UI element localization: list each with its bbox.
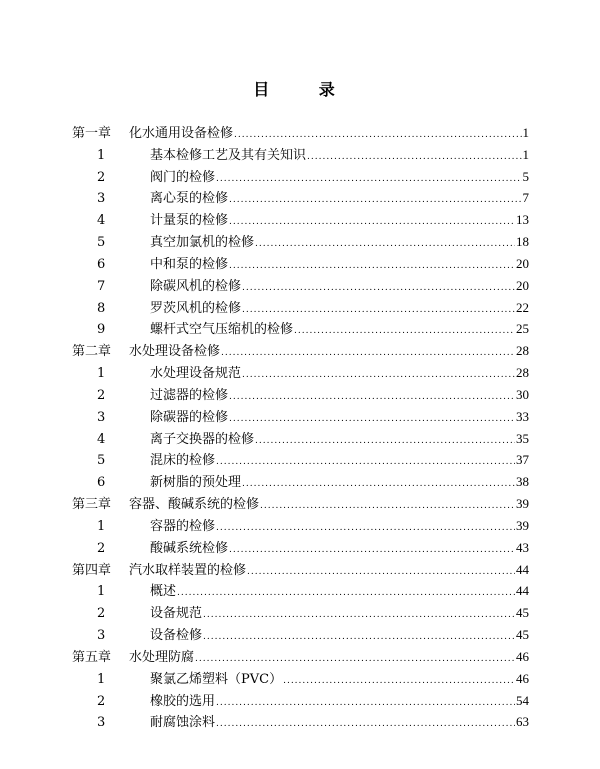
dot-leader (216, 518, 515, 540)
toc-entry-number: 第二章 (72, 344, 112, 360)
toc-entry-page-number: 30 (516, 386, 529, 402)
toc-section-entry[interactable] (72, 362, 529, 384)
toc-entry-page-number: 39 (516, 517, 529, 533)
toc-entry-number: 3 (97, 191, 106, 207)
dot-leader (221, 343, 515, 365)
dot-leader (255, 234, 515, 256)
toc-entry-page-number: 28 (516, 343, 529, 359)
toc-chapter-entry[interactable] (72, 340, 529, 362)
toc-entry-number: 4 (97, 213, 106, 229)
toc-entry-number: 第一章 (72, 126, 112, 141)
toc-entry-number: 5 (97, 453, 106, 469)
toc-entry-number: 1 (97, 366, 106, 382)
toc-entry-title: 罗茨风机的检修 (150, 300, 242, 316)
toc-section-entry[interactable] (72, 711, 529, 733)
toc-entry-number: 2 (97, 169, 106, 185)
toc-section-entry[interactable] (72, 297, 529, 319)
toc-entry-number: 3 (97, 628, 106, 644)
toc-entry-number: 2 (97, 606, 106, 622)
toc-entry-number: 第五章 (72, 649, 112, 665)
toc-section-entry[interactable] (72, 187, 529, 209)
toc-entry-number: 1 (97, 584, 106, 600)
toc-section-entry[interactable] (72, 231, 529, 253)
dot-leader (229, 540, 515, 562)
toc-entry-title: 过滤器的检修 (150, 387, 229, 403)
dot-leader (195, 649, 515, 671)
toc-entry-title: 阀门的检修 (150, 169, 216, 185)
toc-entry-title: 真空加氯机的检修 (150, 235, 255, 251)
toc-entry-title: 橡胶的选用 (150, 693, 216, 709)
toc-entry-number: 7 (97, 278, 106, 294)
dot-leader (242, 300, 515, 322)
toc-section-entry[interactable] (72, 580, 529, 602)
dot-leader (177, 583, 515, 605)
toc-entry-page-number: 7 (522, 190, 529, 206)
toc-entry-title: 容器的检修 (150, 518, 216, 534)
dot-leader (229, 387, 515, 409)
toc-entry-title: 中和泵的检修 (150, 256, 229, 272)
toc-entry-title: 水处理设备检修 (129, 344, 221, 360)
toc-entry-title: 除碳风机的检修 (150, 278, 242, 294)
toc-section-entry[interactable] (72, 209, 529, 231)
toc-entry-title: 设备规范 (150, 606, 203, 622)
dot-leader (229, 256, 515, 278)
toc-section-entry[interactable] (72, 144, 529, 166)
toc-entry-number: 3 (97, 409, 106, 425)
toc-entry-number: 8 (97, 300, 106, 316)
dot-leader (283, 671, 515, 693)
toc-entry-number: 1 (97, 518, 106, 534)
toc-entry-page-number: 1 (522, 146, 529, 162)
toc-section-entry[interactable] (72, 515, 529, 537)
toc-section-entry[interactable] (72, 668, 529, 690)
dot-leader (234, 125, 521, 147)
toc-entry-number: 第四章 (72, 562, 112, 578)
toc-entry-page-number: 35 (516, 430, 529, 446)
toc-entry-number: 1 (97, 147, 106, 163)
toc-entry-page-number: 25 (516, 321, 529, 337)
dot-leader (229, 409, 515, 431)
dot-leader (247, 562, 515, 584)
toc-entry-page-number: 43 (516, 539, 529, 555)
dot-leader (216, 169, 521, 191)
dot-leader (242, 278, 515, 300)
dot-leader (216, 714, 515, 736)
dot-leader (229, 190, 521, 212)
toc-entry-number: 2 (97, 693, 106, 709)
dot-leader (242, 474, 515, 496)
table-of-contents (72, 122, 529, 733)
toc-entry-number: 5 (97, 235, 106, 251)
toc-entry-page-number: 63 (516, 714, 529, 730)
toc-entry-page-number: 28 (516, 365, 529, 381)
toc-entry-number: 9 (97, 322, 106, 338)
toc-entry-page-number: 33 (516, 408, 529, 424)
dot-leader (307, 147, 521, 169)
toc-section-entry[interactable] (72, 253, 529, 275)
toc-section-entry[interactable] (72, 406, 529, 428)
toc-section-entry[interactable] (72, 275, 529, 297)
toc-entry-title: 螺杆式空气压缩机的检修 (150, 322, 294, 338)
toc-entry-page-number: 46 (516, 670, 529, 686)
toc-entry-title: 设备检修 (150, 628, 203, 644)
toc-section-entry[interactable] (72, 384, 529, 406)
toc-chapter-entry[interactable] (72, 493, 529, 515)
toc-entry-page-number: 22 (516, 299, 529, 315)
dot-leader (294, 321, 515, 343)
dot-leader (260, 496, 515, 518)
toc-entry-page-number: 5 (522, 168, 529, 184)
toc-entry-title: 汽水取样装置的检修 (129, 562, 247, 578)
dot-leader (216, 452, 515, 474)
toc-entry-title: 概述 (150, 584, 177, 600)
toc-section-entry[interactable] (72, 166, 529, 188)
dot-leader (229, 212, 515, 234)
toc-section-entry[interactable] (72, 690, 529, 712)
toc-entry-page-number: 45 (516, 605, 529, 621)
dot-leader (242, 365, 515, 387)
dot-leader (216, 693, 515, 715)
toc-entry-title: 除碳器的检修 (150, 409, 229, 425)
toc-entry-page-number: 44 (516, 583, 529, 599)
toc-entry-title: 离子交换器的检修 (150, 431, 255, 447)
toc-entry-number: 6 (97, 475, 106, 491)
toc-section-entry[interactable] (72, 537, 529, 559)
toc-entry-number: 3 (97, 715, 106, 731)
toc-entry-page-number: 54 (516, 692, 529, 708)
toc-entry-number: 1 (97, 671, 106, 687)
toc-entry-number: 6 (97, 256, 106, 272)
toc-entry-title: 混床的检修 (150, 453, 216, 469)
toc-heading: 目 录 (253, 80, 357, 99)
toc-entry-page-number: 13 (516, 212, 529, 228)
toc-entry-title: 酸碱系统检修 (150, 540, 229, 556)
toc-entry-page-number: 39 (516, 496, 529, 512)
toc-entry-title: 聚氯乙烯塑料（PVC） (150, 671, 283, 687)
toc-section-entry[interactable] (72, 624, 529, 646)
toc-entry-page-number: 37 (516, 452, 529, 468)
toc-section-entry[interactable] (72, 449, 529, 471)
toc-entry-number: 2 (97, 387, 106, 403)
dot-leader (255, 431, 515, 453)
toc-section-entry[interactable] (72, 428, 529, 450)
toc-entry-page-number: 46 (516, 648, 529, 664)
toc-chapter-entry[interactable] (72, 559, 529, 581)
toc-section-entry[interactable] (72, 602, 529, 624)
toc-entry-title: 新树脂的预处理 (150, 475, 242, 491)
toc-entry-title: 计量泵的检修 (150, 213, 229, 229)
toc-entry-page-number: 45 (516, 627, 529, 643)
toc-entry-title: 水处理设备规范 (150, 366, 242, 382)
toc-entry-page-number: 20 (516, 255, 529, 271)
toc-entry-title: 容器、酸碱系统的检修 (129, 497, 260, 513)
dot-leader (203, 605, 515, 627)
toc-entry-page-number: 1 (522, 125, 529, 140)
toc-entry-page-number: 18 (516, 234, 529, 250)
toc-chapter-entry[interactable] (72, 122, 529, 144)
toc-chapter-entry[interactable] (72, 646, 529, 668)
toc-entry-title: 耐腐蚀涂料 (150, 715, 216, 731)
toc-entry-number: 第三章 (72, 497, 112, 513)
toc-entry-title: 基本检修工艺及其有关知识 (150, 147, 307, 163)
toc-entry-title: 化水通用设备检修 (129, 126, 234, 141)
toc-entry-page-number: 44 (516, 561, 529, 577)
toc-entry-number: 4 (97, 431, 106, 447)
toc-entry-page-number: 38 (516, 474, 529, 490)
toc-section-entry[interactable] (72, 471, 529, 493)
dot-leader (203, 627, 515, 649)
toc-entry-title: 水处理防腐 (129, 649, 195, 665)
toc-entry-page-number: 20 (516, 277, 529, 293)
toc-entry-title: 离心泵的检修 (150, 191, 229, 207)
toc-entry-number: 2 (97, 540, 106, 556)
toc-section-entry[interactable] (72, 318, 529, 340)
